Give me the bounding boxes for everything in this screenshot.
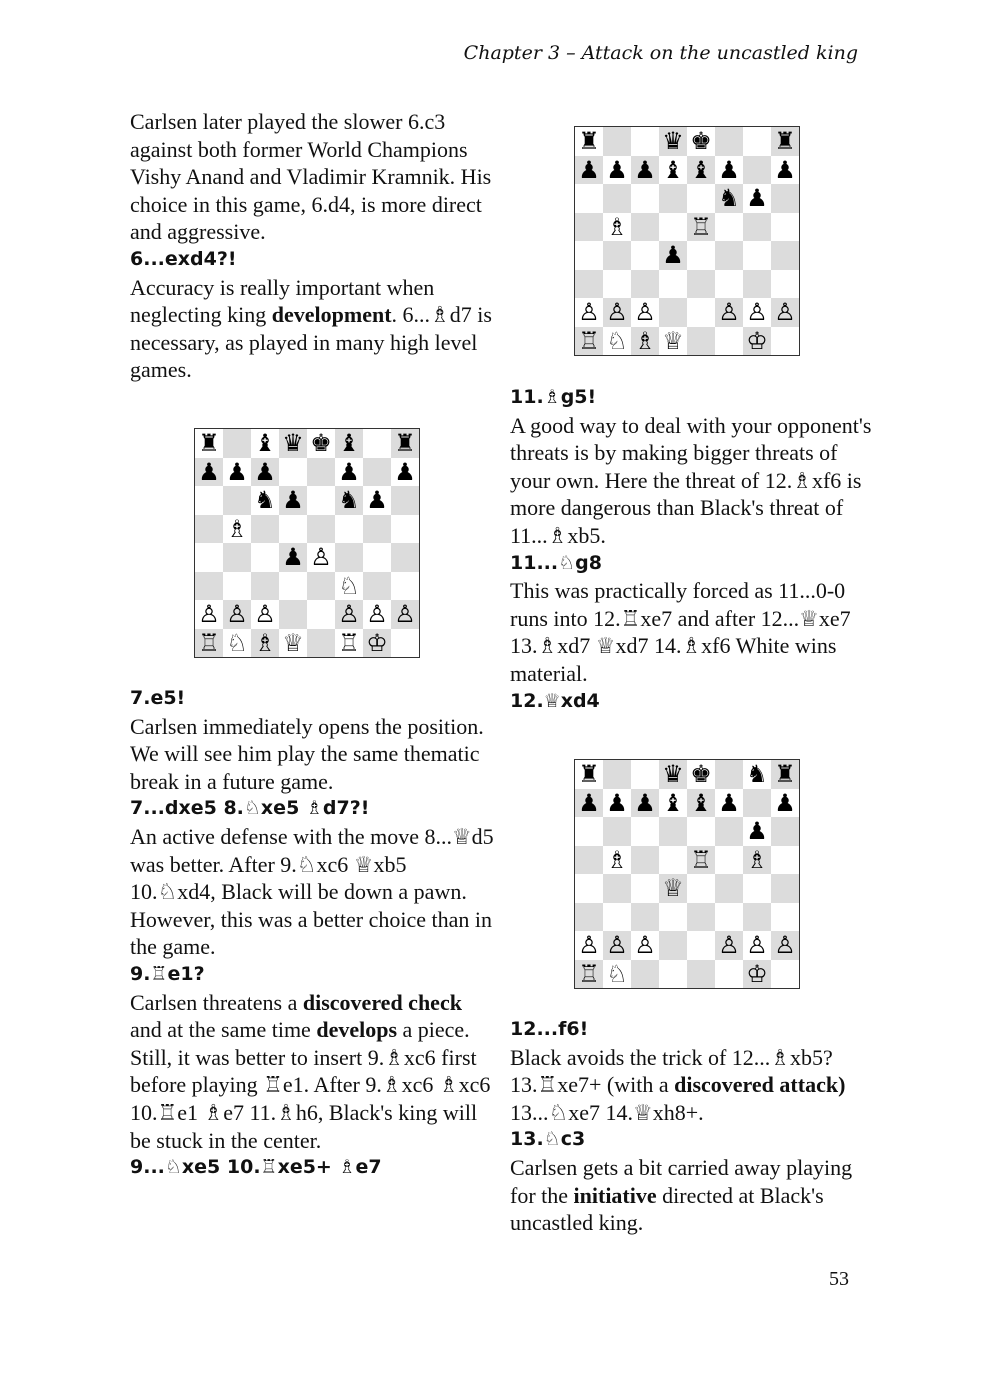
board-square — [631, 241, 659, 270]
white-pawn-icon: ♙ — [634, 931, 656, 959]
move-heading: 12.♕xd4 — [510, 689, 600, 712]
move-heading: 6...exd4?! — [130, 247, 237, 270]
white-pawn-icon: ♙ — [606, 298, 628, 326]
paragraph: A good way to deal with your opponent's threats is by making bigger threats of your own. Here the threat of 12.♗xf6 is more dangerous than Black's threat of 11...♗xb5. — [510, 412, 872, 548]
black-queen-icon: ♛ — [662, 760, 684, 788]
board-square — [603, 184, 631, 213]
key-term: develops — [316, 1017, 398, 1043]
board-square — [603, 903, 631, 932]
board-square — [363, 515, 391, 544]
board-square — [659, 298, 687, 327]
black-rook-icon: ♜ — [578, 127, 600, 155]
board-square — [575, 817, 603, 846]
board-square — [659, 184, 687, 213]
white-pawn-icon: ♙ — [198, 600, 220, 628]
chess-diagram — [194, 428, 420, 658]
board-square — [771, 270, 799, 299]
board-square — [771, 327, 799, 356]
board-square — [631, 127, 659, 156]
white-king-icon: ♔ — [366, 628, 388, 657]
board-square — [715, 960, 743, 989]
board-square — [659, 846, 687, 875]
white-knight-icon: ♘ — [606, 959, 628, 988]
white-bishop-icon: ♗ — [226, 514, 248, 543]
board-square — [631, 817, 659, 846]
board-square — [251, 515, 279, 544]
board-square — [335, 543, 363, 572]
board-square — [603, 241, 631, 270]
white-knight-icon: ♘ — [338, 571, 360, 600]
black-pawn-icon: ♟ — [366, 486, 388, 514]
key-term: development — [271, 302, 392, 328]
board-square — [391, 543, 419, 572]
black-knight-icon: ♞ — [338, 486, 360, 514]
board-square — [575, 270, 603, 299]
board-square — [631, 760, 659, 789]
board-square — [307, 629, 335, 658]
white-pawn-icon: ♙ — [578, 931, 600, 959]
board-square — [771, 846, 799, 875]
white-rook-icon: ♖ — [578, 959, 600, 988]
white-pawn-icon: ♙ — [338, 600, 360, 628]
black-pawn-icon: ♟ — [662, 241, 684, 269]
board-square — [603, 817, 631, 846]
paragraph: Accuracy is really important when neglecting king development. 6...♗d7 is necessary, as played in many high level games. — [130, 274, 492, 383]
board-square — [771, 960, 799, 989]
black-pawn-icon: ♟ — [282, 543, 304, 571]
board-square — [603, 760, 631, 789]
board-square — [687, 931, 715, 960]
white-pawn-icon: ♙ — [578, 298, 600, 326]
black-pawn-icon: ♟ — [198, 457, 220, 486]
black-rook-icon: ♜ — [774, 127, 796, 155]
paragraph: Carlsen later played the slower 6.c3 against both former World Champions Vishy Anand and Vladimir Kramnik. His choice in this game, 6.d4, is more direct and aggressive. — [130, 109, 492, 245]
board-square — [715, 760, 743, 789]
board-square — [631, 270, 659, 299]
black-rook-icon: ♜ — [198, 429, 220, 457]
board-square — [743, 127, 771, 156]
board-square — [631, 903, 659, 932]
paragraph: Black avoids the trick of 12...♗xb5? 13.♖xe7+ (with a discovered attack) 13...♘xe7 14.♕xh8+. — [510, 1044, 846, 1125]
white-knight-icon: ♘ — [226, 628, 248, 657]
black-queen-icon: ♛ — [662, 127, 684, 155]
paragraph: Carlsen threatens a discovered check and at the same time develops a piece. Still, it was better to insert 9.♗xc6 first before playing ♖e1. After 9.♗xc6 ♗xc6 10.♖e1 ♗e7 11.♗h6, Black's king will be stuck in the center. — [130, 989, 491, 1153]
right-column-bottom — [510, 1016, 870, 1237]
board-square — [363, 429, 391, 458]
board-square — [743, 789, 771, 818]
white-king-icon: ♔ — [746, 959, 768, 988]
board-square — [771, 213, 799, 242]
board-square — [659, 817, 687, 846]
white-knight-icon: ♘ — [606, 326, 628, 355]
board-square — [363, 572, 391, 601]
move-heading: 12...f6! — [510, 1018, 589, 1040]
board-square — [687, 184, 715, 213]
board-square — [251, 543, 279, 572]
board-square — [743, 241, 771, 270]
black-pawn-icon: ♟ — [634, 788, 656, 817]
white-bishop-icon: ♗ — [606, 212, 628, 241]
board-square — [575, 903, 603, 932]
board-square — [307, 600, 335, 629]
black-bishop-icon: ♝ — [662, 155, 684, 184]
board-square — [743, 874, 771, 903]
board-square — [743, 213, 771, 242]
board-square — [771, 241, 799, 270]
board-square — [575, 241, 603, 270]
white-pawn-icon: ♙ — [254, 600, 276, 628]
right-column-top — [510, 384, 875, 715]
move-heading: 9.♖e1? — [130, 962, 205, 985]
board-square — [715, 903, 743, 932]
board-square — [631, 213, 659, 242]
black-rook-icon: ♜ — [578, 760, 600, 788]
white-pawn-icon: ♙ — [718, 931, 740, 959]
board-square — [687, 298, 715, 327]
board-square — [771, 817, 799, 846]
key-term: initiative — [573, 1182, 657, 1208]
chess-diagram — [574, 759, 800, 989]
black-queen-icon: ♛ — [282, 429, 304, 457]
black-rook-icon: ♜ — [394, 429, 416, 457]
board-square — [631, 184, 659, 213]
black-pawn-icon: ♟ — [338, 457, 360, 486]
board-square — [771, 874, 799, 903]
black-pawn-icon: ♟ — [578, 788, 600, 817]
board-square — [307, 486, 335, 515]
board-square — [687, 270, 715, 299]
board-square — [363, 543, 391, 572]
board-square — [279, 600, 307, 629]
key-term: discovered check — [302, 989, 462, 1015]
move-heading: 11...♘g8 — [510, 551, 602, 574]
running-head: Chapter 3 – Attack on the uncastled king — [463, 42, 858, 64]
chess-diagram — [574, 126, 800, 356]
board-square — [391, 486, 419, 515]
board-square — [251, 572, 279, 601]
black-king-icon: ♚ — [690, 760, 712, 788]
white-rook-icon: ♖ — [690, 845, 712, 874]
board-square — [743, 270, 771, 299]
white-bishop-icon: ♗ — [634, 326, 656, 355]
page-number: 53 — [829, 1268, 849, 1290]
black-pawn-icon: ♟ — [606, 155, 628, 184]
board-square — [223, 429, 251, 458]
paragraph: Carlsen immediately opens the position. We will see him play the same thematic break in a future game. — [130, 713, 484, 794]
board-square — [631, 960, 659, 989]
board-square — [223, 543, 251, 572]
board-square — [603, 127, 631, 156]
black-pawn-icon: ♟ — [718, 788, 740, 817]
black-bishop-icon: ♝ — [690, 788, 712, 817]
black-pawn-icon: ♟ — [718, 155, 740, 184]
black-pawn-icon: ♟ — [606, 788, 628, 817]
board-square — [335, 515, 363, 544]
board-square — [659, 270, 687, 299]
white-bishop-icon: ♗ — [254, 628, 276, 657]
black-pawn-icon: ♟ — [282, 486, 304, 514]
board-square — [715, 846, 743, 875]
white-pawn-icon: ♙ — [226, 600, 248, 628]
white-rook-icon: ♖ — [578, 326, 600, 355]
white-queen-icon: ♕ — [662, 874, 684, 902]
board-square — [575, 213, 603, 242]
board-square — [687, 241, 715, 270]
board-square — [659, 903, 687, 932]
white-pawn-icon: ♙ — [718, 298, 740, 326]
board-square — [307, 515, 335, 544]
white-pawn-icon: ♙ — [634, 298, 656, 326]
black-bishop-icon: ♝ — [254, 429, 276, 457]
black-knight-icon: ♞ — [746, 760, 768, 788]
black-pawn-icon: ♟ — [254, 457, 276, 486]
black-rook-icon: ♜ — [774, 760, 796, 788]
move-heading: 13.♘c3 — [510, 1128, 586, 1151]
white-rook-icon: ♖ — [690, 212, 712, 241]
white-king-icon: ♔ — [746, 326, 768, 355]
board-square — [687, 903, 715, 932]
move-heading: 7...dxe5 8.♘xe5 ♗d7?! — [130, 797, 370, 820]
board-square — [659, 931, 687, 960]
black-pawn-icon: ♟ — [634, 155, 656, 184]
black-pawn-icon: ♟ — [746, 817, 768, 845]
board-square — [575, 184, 603, 213]
board-square — [659, 213, 687, 242]
board-square — [715, 327, 743, 356]
white-rook-icon: ♖ — [198, 628, 220, 657]
black-pawn-icon: ♟ — [774, 155, 796, 184]
white-pawn-icon: ♙ — [746, 931, 768, 959]
board-square — [195, 486, 223, 515]
paragraph: This was practically forced as 11...0-0 runs into 12.♖xe7 and after 12...♕xe7 13.♗xd7 ♕xd7 14.♗xf6 White wins material. — [510, 578, 851, 686]
black-pawn-icon: ♟ — [746, 184, 768, 212]
board-square — [195, 543, 223, 572]
board-square — [631, 874, 659, 903]
board-square — [391, 572, 419, 601]
board-square — [195, 572, 223, 601]
black-king-icon: ♚ — [690, 127, 712, 155]
white-pawn-icon: ♙ — [366, 600, 388, 628]
board-square — [391, 629, 419, 658]
board-square — [659, 960, 687, 989]
board-square — [575, 846, 603, 875]
board-square — [743, 903, 771, 932]
black-pawn-icon: ♟ — [774, 788, 796, 817]
board-square — [223, 572, 251, 601]
board-square — [771, 184, 799, 213]
left-column-bottom — [130, 685, 495, 1182]
white-pawn-icon: ♙ — [774, 298, 796, 326]
board-square — [771, 903, 799, 932]
board-square — [687, 817, 715, 846]
black-knight-icon: ♞ — [718, 184, 740, 212]
board-square — [363, 458, 391, 487]
board-square — [603, 874, 631, 903]
white-pawn-icon: ♙ — [310, 543, 332, 571]
black-bishop-icon: ♝ — [690, 155, 712, 184]
key-term: discovered attack) — [674, 1072, 846, 1098]
move-heading: 11.♗g5! — [510, 386, 597, 408]
board-square — [279, 515, 307, 544]
board-square — [715, 213, 743, 242]
paragraph: An active defense with the move 8...♕d5 was better. After 9.♘xc6 ♕xb5 10.♘xd4, Black will be down a pawn. However, this was a better choice than in the game. — [130, 823, 494, 960]
board-square — [223, 486, 251, 515]
white-pawn-icon: ♙ — [394, 600, 416, 628]
board-square — [603, 270, 631, 299]
black-pawn-icon: ♟ — [394, 457, 416, 486]
white-pawn-icon: ♙ — [774, 931, 796, 959]
white-pawn-icon: ♙ — [746, 298, 768, 326]
board-square — [715, 270, 743, 299]
board-square — [687, 874, 715, 903]
move-heading: 7.e5! — [130, 687, 186, 709]
white-bishop-icon: ♗ — [606, 845, 628, 874]
board-square — [195, 515, 223, 544]
board-square — [715, 874, 743, 903]
black-pawn-icon: ♟ — [578, 155, 600, 184]
white-queen-icon: ♕ — [282, 628, 304, 657]
white-pawn-icon: ♙ — [606, 931, 628, 959]
paragraph: Carlsen gets a bit carried away playing for the initiative directed at Black's uncastled king. — [510, 1154, 853, 1236]
black-bishop-icon: ♝ — [338, 429, 360, 457]
board-square — [715, 127, 743, 156]
board-square — [631, 846, 659, 875]
board-square — [307, 572, 335, 601]
board-square — [687, 960, 715, 989]
black-bishop-icon: ♝ — [662, 788, 684, 817]
black-knight-icon: ♞ — [254, 486, 276, 514]
board-square — [279, 458, 307, 487]
board-square — [391, 515, 419, 544]
white-rook-icon: ♖ — [338, 628, 360, 657]
board-square — [743, 156, 771, 185]
board-square — [575, 874, 603, 903]
board-square — [279, 572, 307, 601]
white-bishop-icon: ♗ — [746, 845, 768, 874]
board-square — [715, 817, 743, 846]
black-pawn-icon: ♟ — [226, 457, 248, 486]
board-square — [307, 458, 335, 487]
left-column-top — [130, 108, 495, 384]
white-queen-icon: ♕ — [662, 326, 684, 355]
board-square — [687, 327, 715, 356]
black-king-icon: ♚ — [310, 429, 332, 457]
move-heading: 9...♘xe5 10.♖xe5+ ♗e7 — [130, 1156, 382, 1179]
board-square — [715, 241, 743, 270]
